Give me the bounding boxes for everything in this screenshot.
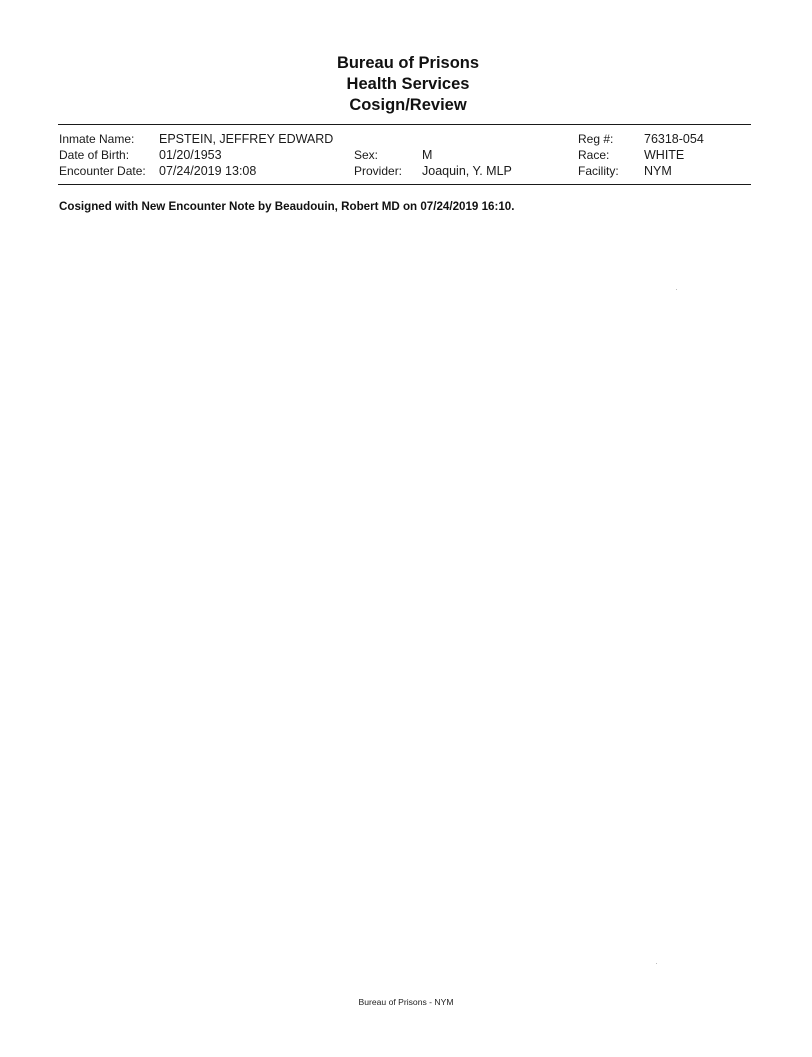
header-top-rule: [58, 124, 751, 125]
title-form-type: Cosign/Review: [349, 96, 467, 114]
dob-label: Date of Birth:: [59, 148, 130, 162]
reg-value: 76318-054: [644, 132, 704, 146]
header-bottom-rule: [58, 184, 751, 185]
provider-value: Joaquin, Y. MLP: [422, 164, 512, 178]
inmate-name-value: EPSTEIN, JEFFREY EDWARD: [159, 132, 334, 146]
title-agency: Bureau of Prisons: [336, 54, 480, 72]
race-value: WHITE: [644, 148, 685, 162]
document-title: [0, 53, 812, 116]
facility-label: Facility:: [578, 164, 619, 178]
sex-label: Sex:: [354, 148, 379, 162]
title-department: Health Services: [346, 75, 470, 93]
race-label: Race:: [578, 148, 610, 162]
page-footer: Bureau of Prisons - NYM: [358, 997, 454, 1007]
sex-value: M: [422, 148, 433, 162]
reg-label: Reg #:: [578, 132, 614, 146]
scan-speck: [676, 289, 677, 290]
facility-value: NYM: [644, 164, 672, 178]
inmate-name-label: Inmate Name:: [59, 132, 135, 146]
dob-value: 01/20/1953: [159, 148, 222, 162]
encounter-date-value: 07/24/2019 13:08: [159, 164, 257, 178]
encounter-date-label: Encounter Date:: [59, 164, 146, 178]
cosign-note: Cosigned with New Encounter Note by Beaudouin, Robert MD on 07/24/2019 16:10.: [59, 200, 515, 213]
provider-label: Provider:: [354, 164, 403, 178]
scan-speck: [656, 963, 657, 964]
